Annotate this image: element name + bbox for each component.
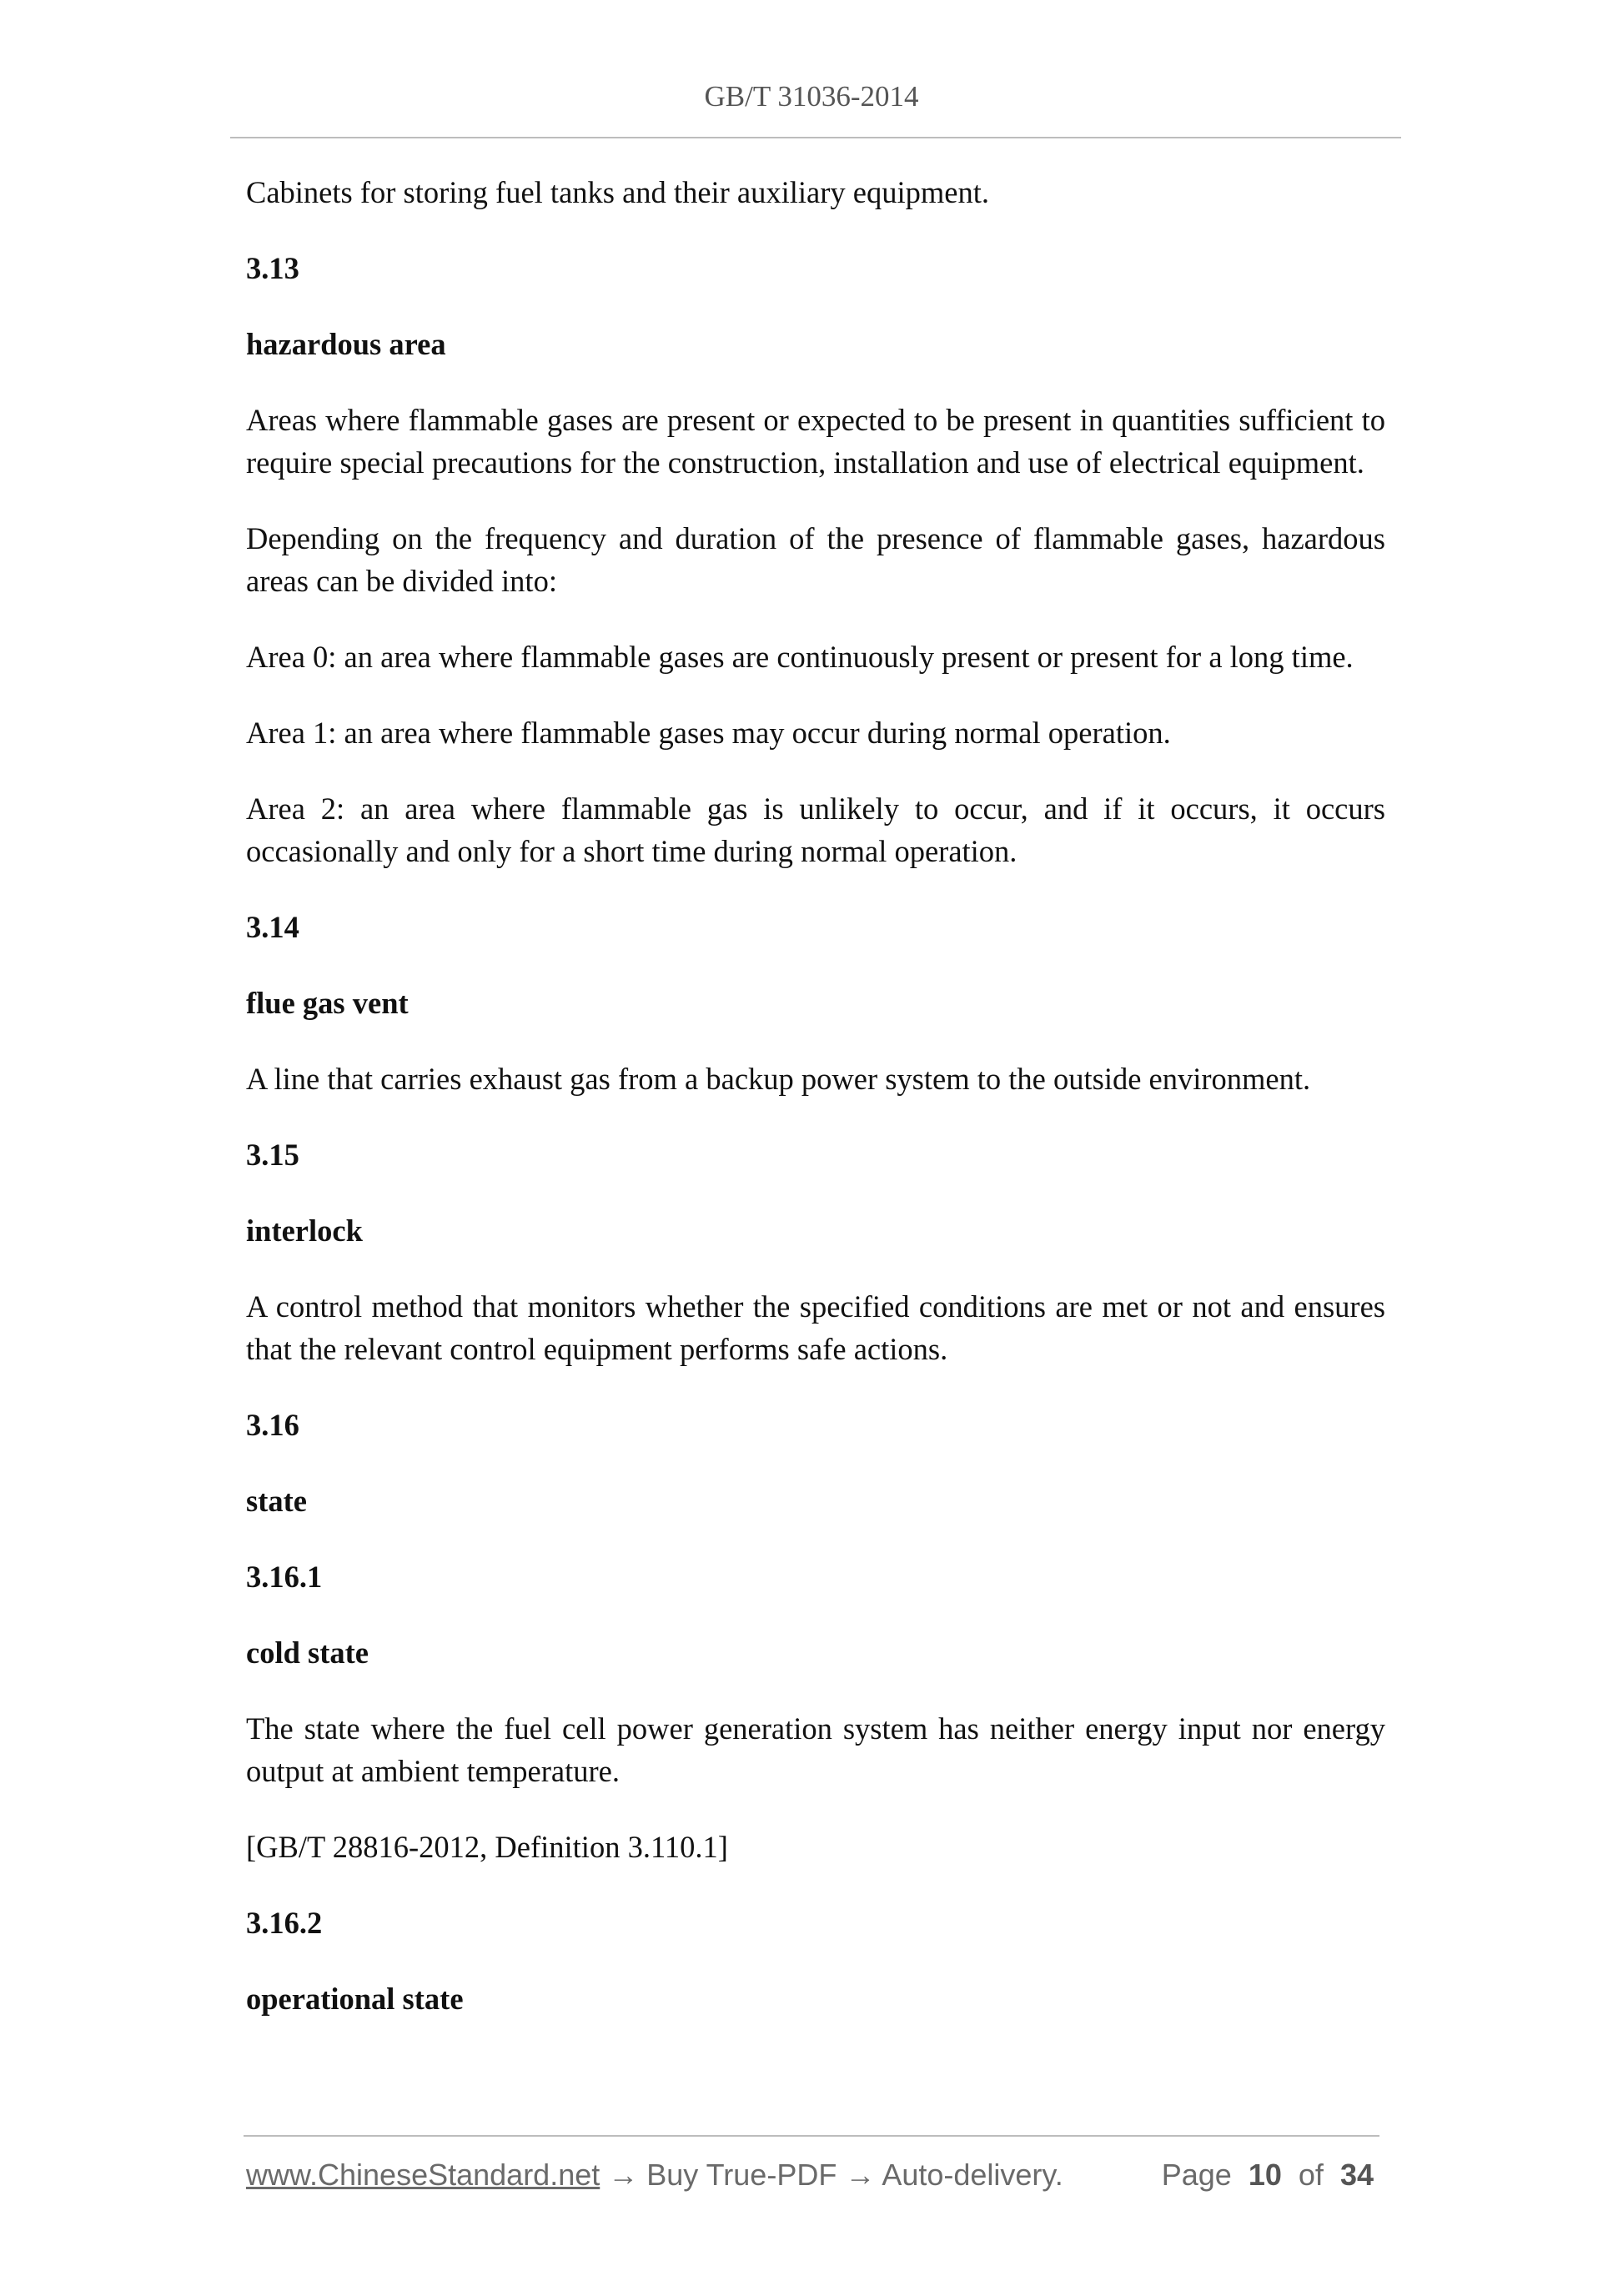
term-heading: interlock — [246, 1213, 363, 1248]
section-number: 3.16.1 — [246, 1560, 323, 1594]
of-label: of — [1298, 2158, 1324, 2192]
section-number: 3.16 — [246, 1408, 299, 1442]
area-item: Area 0: an area where flammable gases are continuously present or present for a long time. — [246, 640, 1354, 674]
website-link[interactable]: www.ChineseStandard.net — [246, 2158, 600, 2192]
page-footer — [246, 2158, 1380, 2199]
section-number: 3.13 — [246, 251, 299, 285]
term-heading: flue gas vent — [246, 986, 409, 1020]
document-body — [246, 171, 1385, 2053]
definition-text: The state where the fuel cell power generation system has neither energy input nor energy output at ambient temperature. — [246, 1711, 1385, 1788]
header-divider — [230, 137, 1401, 138]
term-heading: hazardous area — [246, 327, 446, 361]
paragraph: Depending on the frequency and duration of the presence of flammable gases, hazardous areas can be divided into: — [246, 521, 1385, 598]
reference-text: [GB/T 28816-2012, Definition 3.110.1] — [246, 1830, 728, 1864]
document-header-title: GB/T 31036-2014 — [704, 80, 919, 113]
total-pages: 34 — [1339, 2158, 1374, 2192]
section-number: 3.15 — [246, 1138, 299, 1172]
area-item: Area 1: an area where flammable gases may occur during normal operation. — [246, 716, 1171, 750]
section-number: 3.14 — [246, 910, 299, 944]
definition-text: Areas where flammable gases are present or expected to be present in quantities sufficient to require special precautions for the construction, installation and use of electrical equipment. — [246, 403, 1385, 480]
footer-divider — [244, 2135, 1379, 2137]
area-item: Area 2: an area where flammable gas is unlikely to occur, and if it occurs, it occurs occasionally and only for a short time during normal operation. — [246, 791, 1385, 868]
definition-text: A line that carries exhaust gas from a backup power system to the outside environment. — [246, 1062, 1311, 1096]
page-indicator — [1162, 2158, 1374, 2193]
paragraph: Cabinets for storing fuel tanks and their auxiliary equipment. — [246, 175, 989, 209]
term-heading: operational state — [246, 1982, 464, 2016]
page-label: Page — [1161, 2158, 1232, 2192]
term-heading: state — [246, 1484, 307, 1518]
definition-text: A control method that monitors whether the specified conditions are met or not and ensures that the relevant control equipment performs safe actions. — [246, 1289, 1385, 1366]
term-heading: cold state — [246, 1635, 369, 1670]
page-number: 10 — [1248, 2158, 1282, 2192]
footer-tagline: → Buy True-PDF → Auto-delivery. — [600, 2158, 1063, 2192]
section-number: 3.16.2 — [246, 1906, 323, 1940]
footer-promo — [246, 2158, 1063, 2193]
